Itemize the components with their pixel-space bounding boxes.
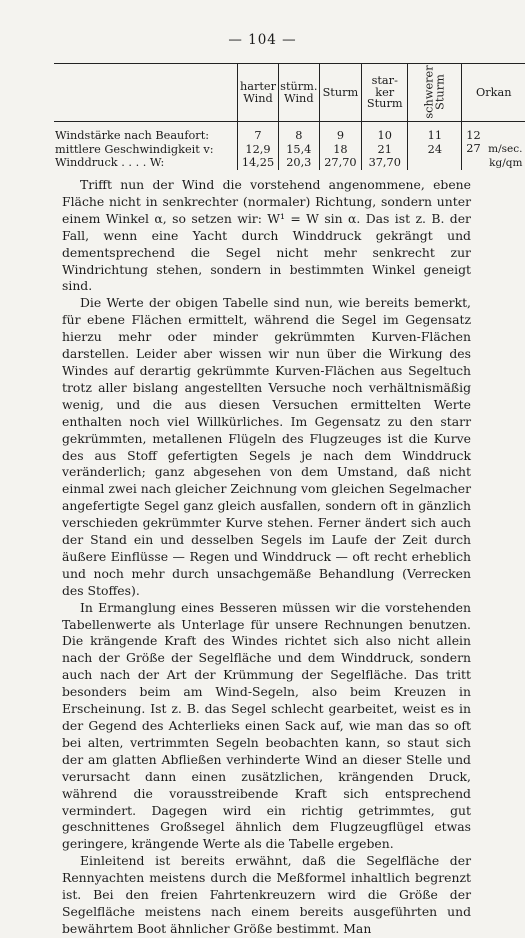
row-label: Winddruck . . . . W: (55, 156, 165, 169)
table-cell: 7 (237, 129, 278, 143)
table-separator-row (54, 122, 525, 130)
table-cell (408, 156, 462, 170)
table-cell: 15,4 (279, 143, 320, 157)
paragraph: In Ermanglung eines Besseren müssen wir die vorstehenden Tabellenwerte als Unterlage für unsere Rechnungen benutzen. Die krängende Kraft des Windes richtet sich also nicht allein nach der Größe der Segelfläche und dem Winddruck, sondern auch nach der Art der Krümmung der Segelfläche. Das tritt besonders beim am Wind-Segeln, also beim Kreuzen in Erscheinung. Ist z. B. das Segel schlecht gearbeitet, weist es in der Gegend des Achterlieks einen Sack auf, wie man das so oft bei alten, vertrimmten Segeln beobachten kann, so staut sich der am glatten Abfließen verhinderte Wind an dieser Stelle und verursacht dann einen zusätzlichen, krängenden Druck, während die vorausstreibende Kraft sich entsprechend vermindert. Dagegen wird ein richtig getrimmtes, gut geschnittenes Großsegel ähnlich dem Flugzeugflügel etwas geringere, krängende Werte als die Tabelle ergeben. (62, 599, 471, 852)
table-cell: 9 (319, 129, 362, 143)
table-row (54, 156, 525, 170)
table-row (54, 143, 525, 157)
table-header-row (54, 64, 525, 122)
paragraph: Einleitend ist bereits erwähnt, daß die Segelfläche der Rennyachten meistens durch die Meßformel inhaltlich begrenzt ist. Bei den freien Fahrtenkreuzern wird die Größe der Segelfläche meistens nach einem bereits ausgeführten und bewährtem Boot ähnlicher Größe bestimmt. Man (62, 853, 471, 936)
header-schwerer-sturm (408, 64, 462, 122)
body-text (62, 177, 471, 938)
table-cell: 18 (319, 143, 362, 157)
table-cell-orkan: 27 m/sec. (462, 143, 525, 157)
header-starker-sturm: star- ker Sturm (362, 64, 408, 122)
header-schwerer-sturm-label: schwerer Sturm (422, 65, 447, 119)
header-stuermischer-wind: stürm. Wind (279, 64, 320, 122)
table-cell: 8 (279, 129, 320, 143)
row-label: Windstärke nach Beaufort: (55, 129, 210, 142)
table-cell: 27,70 (319, 156, 362, 170)
table-cell: 37,70 (362, 156, 408, 170)
table-cell: 10 (362, 129, 408, 143)
table-cell: 12,9 (237, 143, 278, 157)
table-cell: 20,3 (279, 156, 320, 170)
paragraph: Die Werte der obigen Tabelle sind nun, wie bereits bemerkt, für ebene Flächen ermittelt, während die Segel im Gegensatz hierzu mehr oder minder gekrümmten Kurven-Flächen darstellen. Leider aber wissen wir nun über die Wirkung des Windes auf derartig gekrümmte Kurven-Flächen aus Segeltuch trotz aller bislang angestellten Versuche noch verhältnismäßig wenig, und die aus diesen Versuchen ermittelten Werte enthalten noch viel Willkürliches. Im Gegensatz zu den starr gekrümmten, metallenen Flügeln des Flugzeuges ist die Kurve des aus Stoff gefertigten Segels je nach dem Winddruck veränderlich; ganz abgesehen von dem Umstand, daß nicht einmal zwei nach gleicher Zeichnung vom gleichen Segelmacher angefertigte Segel ganz gleich ausfallen, sondern oft in gänzlich verschieden gekrümmter Kurve stehen. Ferner ändert sich auch der Stand ein und desselben Segels im Laufe der Zeit durch äußere Einflüsse — Regen und Winddruck — oft recht erheblich und noch mehr durch unsachgemäße Behandlung (Verrecken des Stoffes). (62, 295, 471, 598)
table-cell: 21 (362, 143, 408, 157)
header-harter-wind: harter Wind (237, 64, 278, 122)
header-sturm: Sturm (319, 64, 362, 122)
page-number: — 104 — (228, 32, 297, 48)
header-orkan: Orkan (462, 64, 525, 122)
wind-force-table (54, 63, 525, 170)
table-cell: 24 (408, 143, 462, 157)
table-cell-orkan: 12 (462, 129, 525, 143)
table-header-blank (54, 64, 237, 122)
table-row (54, 129, 525, 143)
table-cell: 14,25 (237, 156, 278, 170)
row-label: mittlere Geschwindigkeit v: (55, 142, 214, 156)
table-cell: 11 (408, 129, 462, 143)
paragraph: Trifft nun der Wind die vorstehend angenommene, ebene Fläche nicht in senkrechter (normaler) Richtung, sondern unter einem Winkel α, so setzen wir: W¹ = W sin α. Das ist z. B. der Fall, wenn eine Yacht durch Winddruck gekrängt und dementsprechend die Segel nicht mehr senkrecht zur Windrichtung stehen, sondern in bestimmten Winkel geneigt sind. (62, 177, 471, 294)
table-cell-orkan: kg/qm (462, 156, 525, 170)
